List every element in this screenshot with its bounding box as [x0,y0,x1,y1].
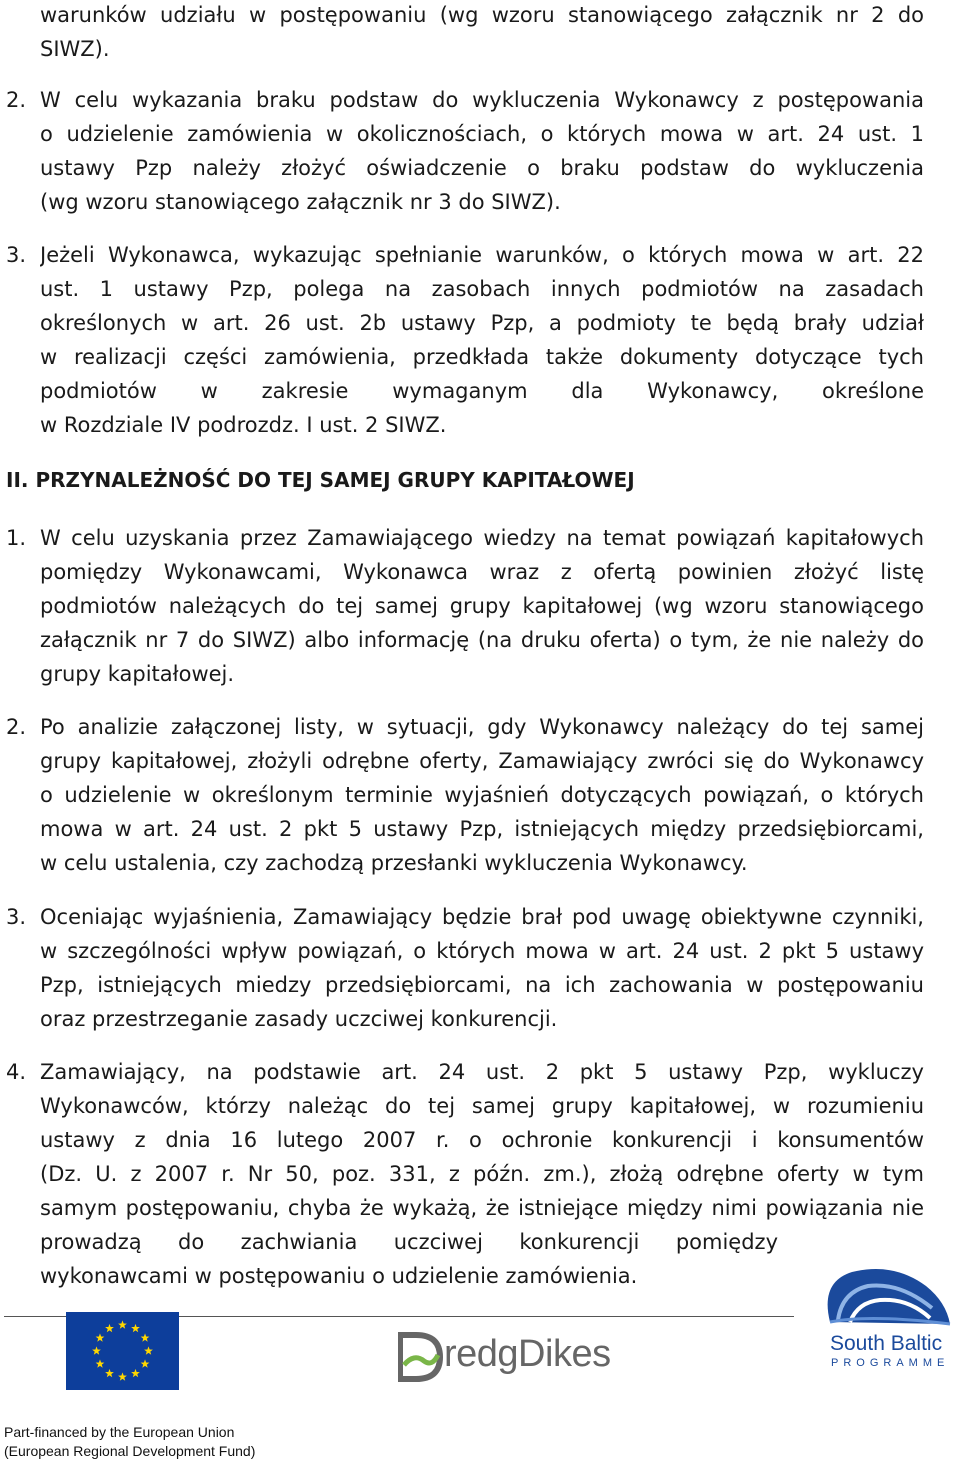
south-baltic-wave-icon [790,1264,955,1334]
text-line: o udzielenie zamówienia w okolicznościach, o których mowa w art. 24 ust. 1 [40,122,924,146]
text-line: SIWZ). [40,37,110,61]
text-line: pomiędzy Wykonawcami, Wykonawca wraz z ofertą powinien złożyć listę [40,560,924,584]
list-number: 1. [6,526,27,550]
text-line: mowa w art. 24 ust. 2 pkt 5 ustawy Pzp, istniejących między przedsiębiorcami, [40,817,924,841]
text-line: warunków udziału w postępowaniu (wg wzoru stanowiącego załącznik nr 2 do [40,3,924,27]
dredgdikes-text: redgDikes [444,1333,611,1375]
list-number: 2. [6,88,27,112]
text-line: Wykonawców, którzy należąc do tej samej grupy kapitałowej, w rozumieniu [40,1094,924,1118]
section-title: PRZYNALEŻNOŚĆ DO TEJ SAMEJ GRUPY KAPITAŁOWEJ [35,468,635,492]
eu-flag-logo [66,1312,179,1394]
text-line: ustawy z dnia 16 lutego 2007 r. o ochronie konkurencji i konsumentów [40,1128,924,1152]
text-line: w realizacji części zamówienia, przedkłada także dokumenty dotyczące tych [40,345,924,369]
eu-funding-line-2: (European Regional Development Fund) [4,1443,256,1459]
text-line: ust. 1 ustawy Pzp, polega na zasobach innych podmiotów na zasadach [40,277,924,301]
text-line: o udzielenie w określonym terminie wyjaśnień dotyczących powiązań, o których [40,783,924,807]
text-line: W celu uzyskania przez Zamawiającego wiedzy na temat powiązań kapitałowych [40,526,924,550]
text-line: (wg wzoru stanowiącego załącznik nr 3 do SIWZ). [40,190,561,214]
text-line: Pzp, istniejących miedzy przedsiębiorcami, na ich zachowania w postępowaniu [40,973,924,997]
text-line: w szczególności wpływ powiązań, o których mowa w art. 24 ust. 2 pkt 5 ustawy [40,939,924,963]
text-line: grupy kapitałowej, złożyli odrębne oferty, Zamawiający zwróci się do Wykonawcy [40,749,924,773]
text-line: Oceniając wyjaśnienia, Zamawiający będzie brał pod uwagę obiektywne czynniki, [40,905,924,929]
text-line: podmiotów należących do tej samej grupy kapitałowej (wg wzoru stanowiącego [40,594,924,618]
text-line: oraz przestrzeganie zasady uczciwej konkurencji. [40,1007,558,1031]
list-number: 3. [6,905,27,929]
text-line: określonych w art. 26 ust. 2b ustawy Pzp, a podmioty te będą brały udział [40,311,924,335]
south-baltic-subtitle: PROGRAMME [831,1357,950,1369]
eu-funding-line-1: Part-financed by the European Union [4,1424,235,1440]
text-line: Jeżeli Wykonawca, wykazując spełnianie warunków, o których mowa w art. 22 [40,243,924,267]
text-line: prowadzą do zachwiania uczciwej konkurencji pomiędzy [40,1230,778,1254]
text-line: (Dz. U. z 2007 r. Nr 50, poz. 331, z późn. zm.), złożą odrębne oferty w tym [40,1162,924,1186]
text-line: grupy kapitałowej. [40,662,235,686]
section-number: II. [6,468,29,492]
list-number: 2. [6,715,27,739]
text-line: załącznik nr 7 do SIWZ) albo informację (na druku oferta) o tym, że nie należy do [40,628,924,652]
text-line: w Rozdziale IV podrozdz. I ust. 2 SIWZ. [40,413,447,437]
text-line: Zamawiający, na podstawie art. 24 ust. 2 pkt 5 ustawy Pzp, wykluczy [40,1060,924,1084]
text-line: W celu wykazania braku podstaw do wykluczenia Wykonawcy z postępowania [40,88,924,112]
text-line: w celu ustalenia, czy zachodzą przesłanki wykluczenia Wykonawcy. [40,851,748,875]
text-line: ustawy Pzp należy złożyć oświadczenie o braku podstaw do wykluczenia [40,156,924,180]
list-number: 3. [6,243,27,267]
text-line: podmiotów w zakresie wymaganym dla Wykonawcy, określone [40,379,924,403]
dredgdikes-d [398,1331,427,1376]
south-baltic-title: South Baltic [830,1332,943,1355]
text-line: wykonawcami w postępowaniu o udzielenie zamówienia. [40,1264,638,1288]
eu-flag-icon [66,1312,179,1390]
south-baltic-logo [790,1264,955,1380]
text-line: samym postępowaniu, chyba że wykażą, że istniejące między nimi powiązania nie [40,1196,924,1220]
text-line: Po analizie załączonej listy, w sytuacji, gdy Wykonawcy należący do tej samej [40,715,924,739]
section-heading [6,463,635,497]
dredgdikes-logo [398,1325,611,1387]
list-number: 4. [6,1060,27,1084]
